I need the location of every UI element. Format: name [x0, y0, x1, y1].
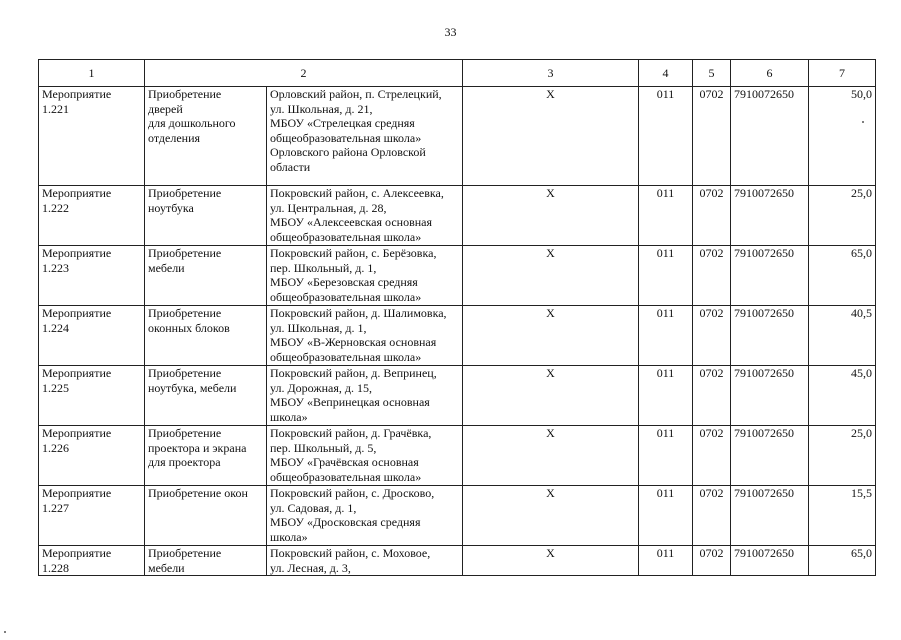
amount-cell: 25,0	[809, 186, 876, 246]
column5-code-cell: 0702	[693, 426, 731, 486]
purchase-description-cell: Приобретение окон	[145, 486, 267, 546]
purchase-description-cell: Приобретение дверей для дошкольного отделения	[145, 87, 267, 186]
amount-cell: 65,0	[809, 246, 876, 306]
column3-mark-cell: X	[463, 87, 639, 186]
amount-cell: 50,0	[809, 87, 876, 186]
table-row	[39, 306, 876, 366]
amount-cell: 65,0	[809, 546, 876, 576]
address-cell: Покровский район, с. Алексеевка, ул. Центральная, д. 28, МБОУ «Алексеевская основная общеобразовательная школа»	[267, 186, 463, 246]
event-number-cell: Мероприятие 1.228	[39, 546, 145, 576]
event-number-cell: Мероприятие 1.222	[39, 186, 145, 246]
table-row	[39, 426, 876, 486]
column3-mark-cell: X	[463, 486, 639, 546]
address-cell: Покровский район, д. Вепринец, ул. Дорожная, д. 15, МБОУ «Вепринецкая основная школа»	[267, 366, 463, 426]
column6-code-cell: 7910072650	[731, 546, 809, 576]
header-cell: 7	[809, 60, 876, 87]
header-cell: 1	[39, 60, 145, 87]
column4-code-cell: 011	[639, 246, 693, 306]
column5-code-cell: 0702	[693, 366, 731, 426]
purchase-description-cell: Приобретение мебели	[145, 546, 267, 576]
purchase-description-cell: Приобретение мебели	[145, 246, 267, 306]
amount-cell: 15,5	[809, 486, 876, 546]
page-number: 33	[444, 25, 457, 39]
column4-code-cell: 011	[639, 426, 693, 486]
amount-cell: 40,5	[809, 306, 876, 366]
event-number-cell: Мероприятие 1.221	[39, 87, 145, 186]
column3-mark-cell: X	[463, 246, 639, 306]
table-row	[39, 87, 876, 186]
event-number-cell: Мероприятие 1.225	[39, 366, 145, 426]
table-row	[39, 546, 876, 576]
table-row	[39, 186, 876, 246]
event-number-cell: Мероприятие 1.227	[39, 486, 145, 546]
address-cell: Покровский район, с. Берёзовка, пер. Школьный, д. 1, МБОУ «Березовская средняя общеобразовательная школа»	[267, 246, 463, 306]
table-row	[39, 486, 876, 546]
column4-code-cell: 011	[639, 186, 693, 246]
column4-code-cell: 011	[639, 306, 693, 366]
amount-cell: 25,0	[809, 426, 876, 486]
address-cell: Покровский район, д. Грачёвка, пер. Школьный, д. 5, МБОУ «Грачёвская основная общеобразовательная школа»	[267, 426, 463, 486]
header-cell: 4	[639, 60, 693, 87]
amount-cell: 45,0	[809, 366, 876, 426]
event-number-cell: Мероприятие 1.223	[39, 246, 145, 306]
address-cell: Орловский район, п. Стрелецкий, ул. Школьная, д. 21, МБОУ «Стрелецкая средняя общеобразовательная школа» Орловского района Орловской области	[267, 87, 463, 186]
address-cell: Покровский район, д. Шалимовка, ул. Школьная, д. 1, МБОУ «В-Жерновская основная общеобразовательная школа»	[267, 306, 463, 366]
column6-code-cell: 7910072650	[731, 246, 809, 306]
purchase-description-cell: Приобретение оконных блоков	[145, 306, 267, 366]
column6-code-cell: 7910072650	[731, 366, 809, 426]
column4-code-cell: 011	[639, 366, 693, 426]
header-row	[39, 60, 876, 87]
column5-code-cell: 0702	[693, 486, 731, 546]
column4-code-cell: 011	[639, 546, 693, 576]
column5-code-cell: 0702	[693, 546, 731, 576]
column3-mark-cell: X	[463, 426, 639, 486]
address-cell: Покровский район, с. Моховое, ул. Лесная, д. 3,	[267, 546, 463, 576]
column3-mark-cell: X	[463, 366, 639, 426]
column4-code-cell: 011	[639, 87, 693, 186]
scan-speck	[862, 121, 864, 123]
purchase-description-cell: Приобретение ноутбука	[145, 186, 267, 246]
scan-speck	[4, 631, 6, 633]
column3-mark-cell: X	[463, 306, 639, 366]
column3-mark-cell: X	[463, 546, 639, 576]
header-cell: 3	[463, 60, 639, 87]
column6-code-cell: 7910072650	[731, 306, 809, 366]
purchase-description-cell: Приобретение ноутбука, мебели	[145, 366, 267, 426]
event-number-cell: Мероприятие 1.224	[39, 306, 145, 366]
column6-code-cell: 7910072650	[731, 486, 809, 546]
column3-mark-cell: X	[463, 186, 639, 246]
address-cell: Покровский район, с. Дросково, ул. Садовая, д. 1, МБОУ «Дросковская средняя школа»	[267, 486, 463, 546]
column5-code-cell: 0702	[693, 186, 731, 246]
header-cell: 2	[145, 60, 463, 87]
column5-code-cell: 0702	[693, 306, 731, 366]
table-row	[39, 246, 876, 306]
purchase-description-cell: Приобретение проектора и экрана для проектора	[145, 426, 267, 486]
header-cell: 6	[731, 60, 809, 87]
column6-code-cell: 7910072650	[731, 87, 809, 186]
header-cell: 5	[693, 60, 731, 87]
column5-code-cell: 0702	[693, 87, 731, 186]
column6-code-cell: 7910072650	[731, 426, 809, 486]
table-row	[39, 366, 876, 426]
event-number-cell: Мероприятие 1.226	[39, 426, 145, 486]
budget-table	[38, 59, 876, 576]
column5-code-cell: 0702	[693, 246, 731, 306]
column4-code-cell: 011	[639, 486, 693, 546]
column6-code-cell: 7910072650	[731, 186, 809, 246]
